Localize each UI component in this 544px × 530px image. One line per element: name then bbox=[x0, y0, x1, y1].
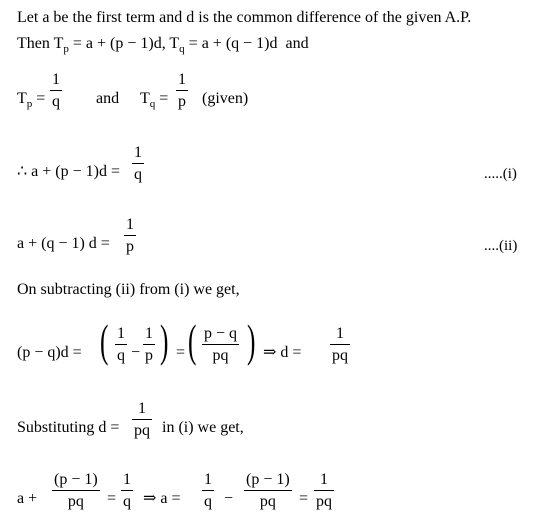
given-note: (given) bbox=[202, 90, 249, 107]
then-sub-p: p bbox=[63, 43, 69, 55]
intro-text: Let a be the first term and d is the common difference of the given A.P. bbox=[17, 9, 472, 26]
diff-f3 bbox=[202, 326, 239, 364]
tp-T: T bbox=[17, 90, 27, 107]
diff-f4 bbox=[330, 326, 350, 364]
final-f2-num: 1 bbox=[123, 471, 131, 488]
substitute-fraction bbox=[132, 401, 152, 439]
final-f4-num: (p − 1) bbox=[246, 471, 290, 488]
final-eq2: = bbox=[299, 490, 309, 507]
then-lead: Then T bbox=[17, 35, 64, 52]
tq-fraction bbox=[176, 72, 188, 110]
tp-sub: p bbox=[26, 98, 33, 110]
tq-T: T bbox=[140, 90, 150, 107]
eq2-tag: ....(ii) bbox=[484, 238, 518, 254]
substitute-lead: Substituting d = bbox=[17, 419, 120, 436]
eq1-den: q bbox=[134, 166, 142, 183]
eq1-lhs: ∴ a + (p − 1)d = bbox=[17, 163, 121, 180]
final-implies: ⇒ a = bbox=[143, 490, 181, 507]
final-f3 bbox=[202, 472, 214, 510]
tp-fraction bbox=[50, 72, 62, 110]
eq2-num: 1 bbox=[126, 216, 134, 233]
left-paren: ( bbox=[188, 315, 197, 366]
eq2-fraction bbox=[124, 217, 136, 255]
diff-f1-den: q bbox=[117, 347, 125, 364]
substitute-den: pq bbox=[134, 422, 150, 439]
given-and: and bbox=[96, 90, 120, 107]
tp-den: q bbox=[52, 93, 60, 110]
eq1-num: 1 bbox=[134, 144, 142, 161]
final-eq1: = bbox=[107, 490, 117, 507]
diff-f2-num: 1 bbox=[145, 325, 153, 342]
diff-f1 bbox=[115, 326, 127, 364]
diff-f2 bbox=[143, 326, 155, 364]
then-sub-q: q bbox=[179, 43, 185, 55]
eq2-den: p bbox=[126, 238, 134, 255]
substitute-tail: in (i) we get, bbox=[162, 419, 244, 436]
tq-num: 1 bbox=[178, 71, 186, 88]
diff-f4-num: 1 bbox=[336, 325, 344, 342]
final-f3-den: q bbox=[204, 493, 212, 510]
final-f5-num: 1 bbox=[320, 471, 328, 488]
final-f2-den: q bbox=[123, 493, 131, 510]
final-minus: − bbox=[224, 490, 234, 507]
subtract-text: On subtracting (ii) from (i) we get, bbox=[17, 281, 240, 298]
tp-eq: = bbox=[36, 90, 46, 107]
final-f4-den: pq bbox=[259, 493, 276, 510]
then-expr1: = a + (p − 1)d, T bbox=[68, 35, 180, 52]
right-paren: ) bbox=[247, 315, 256, 366]
substitute-num: 1 bbox=[138, 400, 146, 417]
final-f5 bbox=[314, 472, 334, 510]
diff-f4-den: pq bbox=[332, 347, 348, 364]
final-f1 bbox=[52, 472, 100, 510]
tp-num: 1 bbox=[52, 71, 60, 88]
eq2-lhs: a + (q − 1) d = bbox=[17, 235, 110, 252]
tq-label bbox=[140, 91, 168, 110]
diff-minus: − bbox=[131, 344, 141, 361]
then-and: and bbox=[285, 35, 309, 52]
diff-lhs: (p − q)d = bbox=[17, 344, 82, 361]
tq-den: p bbox=[178, 93, 186, 110]
eq1-fraction bbox=[132, 145, 144, 183]
then-line bbox=[17, 36, 309, 55]
diff-f3-den: pq bbox=[212, 347, 229, 364]
tp-label bbox=[17, 91, 45, 110]
then-expr2: = a + (q − 1)d bbox=[184, 35, 278, 52]
diff-implies: ⇒ d = bbox=[263, 344, 302, 361]
diff-f3-num: p − q bbox=[204, 325, 238, 342]
tq-eq: = bbox=[159, 90, 169, 107]
eq1-tag: .....(i) bbox=[484, 166, 517, 182]
final-lead: a + bbox=[17, 490, 38, 507]
final-f1-den: pq bbox=[67, 493, 84, 510]
right-paren: ) bbox=[160, 315, 169, 366]
diff-f2-den: p bbox=[145, 347, 153, 364]
diff-f1-num: 1 bbox=[117, 325, 125, 342]
final-f5-den: pq bbox=[316, 493, 332, 510]
final-f3-num: 1 bbox=[204, 471, 212, 488]
final-f2 bbox=[121, 472, 133, 510]
final-f4 bbox=[244, 472, 292, 510]
tq-sub: q bbox=[149, 98, 156, 110]
diff-eq: = bbox=[176, 344, 186, 361]
final-f1-num: (p − 1) bbox=[54, 471, 98, 488]
left-paren: ( bbox=[100, 315, 109, 366]
